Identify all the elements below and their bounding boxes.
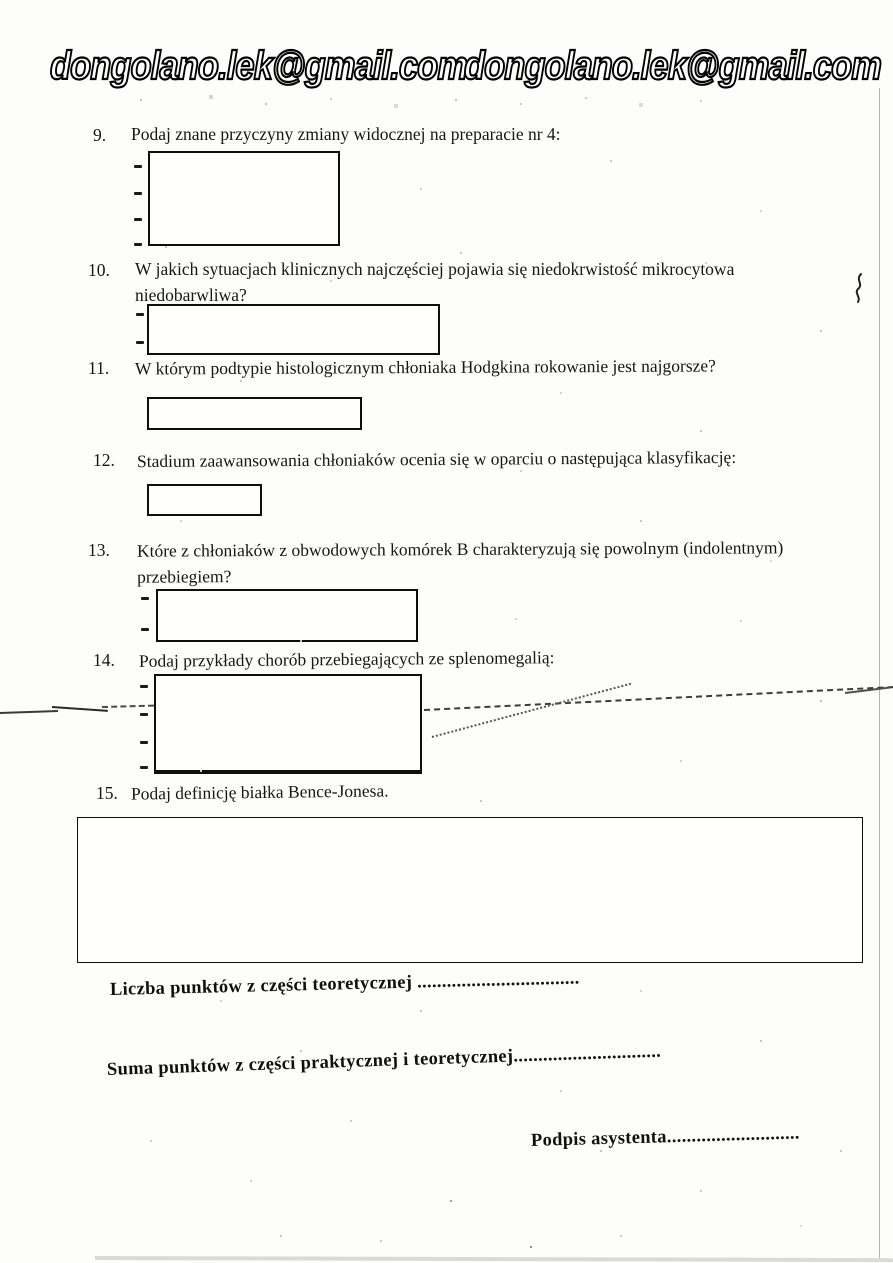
question-12-line-1: Stadium zaawansowania chłoniaków ocenia się w oparciu o następująca klasyfikację: bbox=[136, 446, 737, 472]
bullet-dash bbox=[140, 741, 148, 744]
bullet-dash bbox=[141, 597, 149, 600]
question-10-line-1: W jakich sytuacjach klinicznych najczęściej pojawia się niedokrwistość mikrocytowa bbox=[135, 259, 735, 279]
scan-noise-speckles bbox=[0, 0, 2, 2]
question-13-line-2: przebiegiem? bbox=[137, 565, 232, 587]
scan-scratch-left bbox=[102, 705, 154, 708]
question-9-text bbox=[131, 122, 561, 148]
bullet-dash bbox=[136, 313, 144, 316]
question-11-line-1: W którym podtypie histologicznym chłoniaka Hodgkina rokowanie jest najgorsze? bbox=[134, 355, 716, 379]
scan-smudge-bottom bbox=[95, 1256, 893, 1262]
bullet-dash bbox=[134, 218, 142, 221]
question-12-number: 12. bbox=[93, 450, 115, 470]
assistant-signature-line: Podpis asystenta........................... bbox=[530, 1123, 801, 1151]
theory-points-line: Liczba punktów z części teoretycznej ................................. bbox=[109, 968, 580, 1000]
bullet-dash bbox=[140, 713, 148, 716]
bullet-dash bbox=[134, 192, 142, 195]
answer-box-q14 bbox=[154, 674, 422, 774]
scan-edge-line bbox=[879, 88, 880, 1258]
question-9-line-1: Podaj znane przyczyny zmiany widocznej na preparacie nr 4: bbox=[131, 124, 561, 144]
question-10-number: 10. bbox=[88, 260, 110, 280]
scan-scratch-left bbox=[0, 710, 58, 714]
question-11-number: 11. bbox=[88, 358, 110, 378]
bullet-dash bbox=[140, 685, 148, 688]
question-9-number: 9. bbox=[93, 125, 107, 145]
scan-scratch-right bbox=[424, 686, 893, 711]
scan-scratch-left bbox=[52, 706, 108, 712]
question-12-text bbox=[137, 445, 736, 475]
question-14-line-1: Podaj przykłady chorób przebiegających ze splenomegalią: bbox=[138, 647, 555, 671]
question-15-line-1: Podaj definicję białka Bence-Jonesa. bbox=[130, 780, 389, 804]
answer-box-q11 bbox=[147, 397, 362, 430]
question-14-number: 14. bbox=[93, 650, 115, 670]
watermark-email-right: dongolano.lek@gmail.com bbox=[464, 44, 882, 88]
watermark-email-left: dongolano.lek@gmail.com bbox=[50, 44, 468, 88]
question-10-line-2: niedobarwliwa? bbox=[135, 284, 247, 305]
answer-box-q10 bbox=[147, 304, 440, 355]
scan-margin-mark bbox=[851, 272, 867, 304]
bullet-dash bbox=[136, 341, 144, 344]
question-15-number: 15. bbox=[96, 783, 118, 803]
answer-box-q13 bbox=[156, 589, 418, 642]
question-15-text bbox=[131, 778, 389, 807]
question-11-text bbox=[135, 353, 716, 382]
sum-points-line: Suma punktów z części praktycznej i teoretycznej.............................. bbox=[106, 1041, 662, 1080]
answer-box-q9 bbox=[148, 151, 340, 246]
question-13-number: 13. bbox=[88, 540, 110, 560]
question-10-text bbox=[135, 257, 734, 308]
answer-box-q15 bbox=[77, 817, 863, 963]
bullet-dash bbox=[140, 766, 148, 769]
question-13-line-1: Które z chłoniaków z obwodowych komórek B charakteryzują się powolnym (indolentnym) bbox=[136, 537, 784, 561]
bullet-dash bbox=[134, 243, 142, 246]
answer-box-q12 bbox=[147, 484, 262, 516]
scan-scratch-diagonal bbox=[432, 683, 631, 738]
bullet-dash bbox=[141, 628, 149, 631]
question-13-text bbox=[137, 535, 784, 589]
bullet-dash bbox=[134, 165, 142, 168]
question-14-text bbox=[139, 645, 555, 674]
